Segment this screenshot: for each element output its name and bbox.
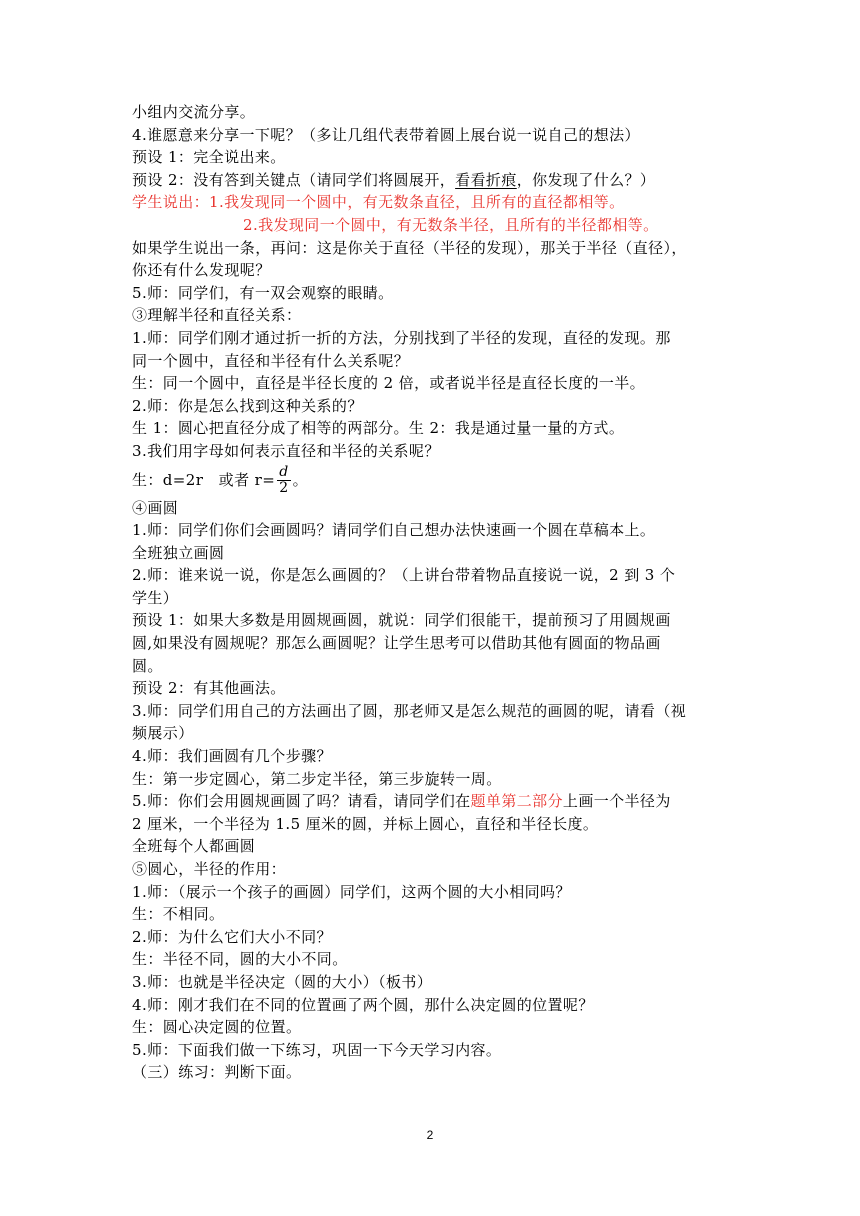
fraction-d-over-2 [277, 465, 290, 496]
section-heading: ③理解半径和直径关系： [132, 306, 302, 325]
text-run: 生：d=2r 或者 r= [132, 470, 276, 489]
paragraph [132, 169, 732, 192]
paragraph: 全班独立画圆 [132, 543, 225, 562]
paragraph: 圆,如果没有圆规呢？那怎么画圆呢？让学生思考可以借助其他有圆面的物品画 [132, 634, 661, 653]
paragraph: 2.师：为什么它们大小不同？ [132, 927, 332, 946]
paragraph: 预设 2：有其他画法。 [132, 679, 286, 698]
text-run: ，你发现了什么？） [516, 170, 656, 189]
paragraph: 5.师：下面我们做一下练习，巩固一下今天学习内容。 [132, 1040, 502, 1059]
paragraph [132, 790, 732, 813]
paragraph: 1.师：同学们刚才通过折一折的方法，分别找到了半径的发现，直径的发现。那 [132, 328, 671, 347]
paragraph: 2 厘米，一个半径为 1.5 厘米的圆，并标上圆心，直径和半径长度。 [132, 814, 599, 833]
formula-line [132, 463, 732, 497]
paragraph: 3.我们用字母如何表示直径和半径的关系呢？ [132, 441, 440, 460]
section-heading: ⑤圆心，半径的作用： [132, 860, 287, 878]
text-run: 预设 2：没有答到关键点（请同学们将圆展开， [132, 170, 456, 189]
paragraph: 频展示） [132, 724, 194, 743]
paragraph: 你还有什么发现呢？ [132, 261, 271, 280]
text-run: 5.师：你们会用圆规画圆了吗？请看，请同学们在 [132, 792, 471, 811]
paragraph: 生：圆心决定圆的位置。 [132, 1018, 302, 1037]
paragraph: 1.师：（展示一个孩子的画圆）同学们，这两个圆的大小相同吗？ [132, 882, 571, 901]
paragraph: 学生） [132, 588, 179, 607]
paragraph: 3.师：也就是半径决定（圆的大小）（板书） [132, 972, 433, 991]
text-run: 上画一个半径为 [562, 792, 671, 811]
highlighted-text: 题单第二部分 [470, 792, 563, 811]
paragraph: 预设 1：完全说出来。 [132, 148, 286, 167]
page-body [132, 101, 732, 1084]
paragraph: 生：同一个圆中，直径是半径长度的 2 倍，或者说半径是直径长度的一半。 [132, 374, 646, 393]
section-heading: ④画圆 [132, 498, 179, 517]
paragraph: 1.师：同学们你们会画圆吗？请同学们自己想办法快速画一个圆在草稿本上。 [132, 521, 656, 540]
paragraph: （三）练习：判断下面。 [132, 1063, 302, 1082]
paragraph: 4.师：我们画圆有几个步骤？ [132, 747, 332, 766]
paragraph: 3.师：同学们用自己的方法画出了圆，那老师又是怎么规范的画圆的呢，请看（视 [132, 701, 687, 720]
paragraph: 5.师：同学们，有一双会观察的眼睛。 [132, 283, 394, 302]
paragraph: 4.师：刚才我们在不同的位置画了两个圆，那什么决定圆的位置呢？ [132, 995, 594, 1014]
page-number: 2 [426, 1128, 434, 1142]
text-run: 。 [292, 470, 308, 489]
fraction-denominator: 2 [279, 480, 289, 496]
paragraph: 圆。 [132, 656, 163, 675]
paragraph: 生 1：圆心把直径分成了相等的两部分。生 2：我是通过量一量的方式。 [132, 419, 625, 438]
paragraph: 同一个圆中，直径和半径有什么关系呢？ [132, 351, 410, 370]
paragraph: 生：不相同。 [132, 905, 225, 924]
paragraph: 生：半径不同，圆的大小不同。 [132, 950, 348, 969]
student-answer-2: 2.我发现同一个圆中，有无数条半径，且所有的半径都相等。 [243, 215, 659, 234]
paragraph: 小组内交流分享。 [132, 103, 256, 121]
paragraph: 2.师：你是怎么找到这种关系的？ [132, 396, 363, 415]
paragraph: 2.师：谁来说一说，你是怎么画圆的？（上讲台带着物品直接说一说，2 到 3 个 [132, 566, 676, 585]
paragraph: 预设 1：如果大多数是用圆规画圆，就说：同学们很能干，提前预习了用圆规画 [132, 611, 671, 630]
paragraph: 如果学生说出一条，再问：这是你关于直径（半径的发现），那关于半径（直径）， [132, 238, 687, 257]
paragraph: 全班每个人都画圆 [132, 837, 256, 856]
paragraph: 生：第一步定圆心，第二步定半径，第三步旋转一周。 [132, 769, 502, 788]
paragraph: 4.谁愿意来分享一下呢？（多让几组代表带着圆上展台说一说自己的想法） [132, 125, 640, 144]
fraction-numerator: d [279, 464, 289, 480]
student-answer-1: 学生说出：1.我发现同一个圆中，有无数条直径，且所有的直径都相等。 [132, 193, 625, 212]
underlined-text: 看看折痕 [455, 170, 517, 189]
